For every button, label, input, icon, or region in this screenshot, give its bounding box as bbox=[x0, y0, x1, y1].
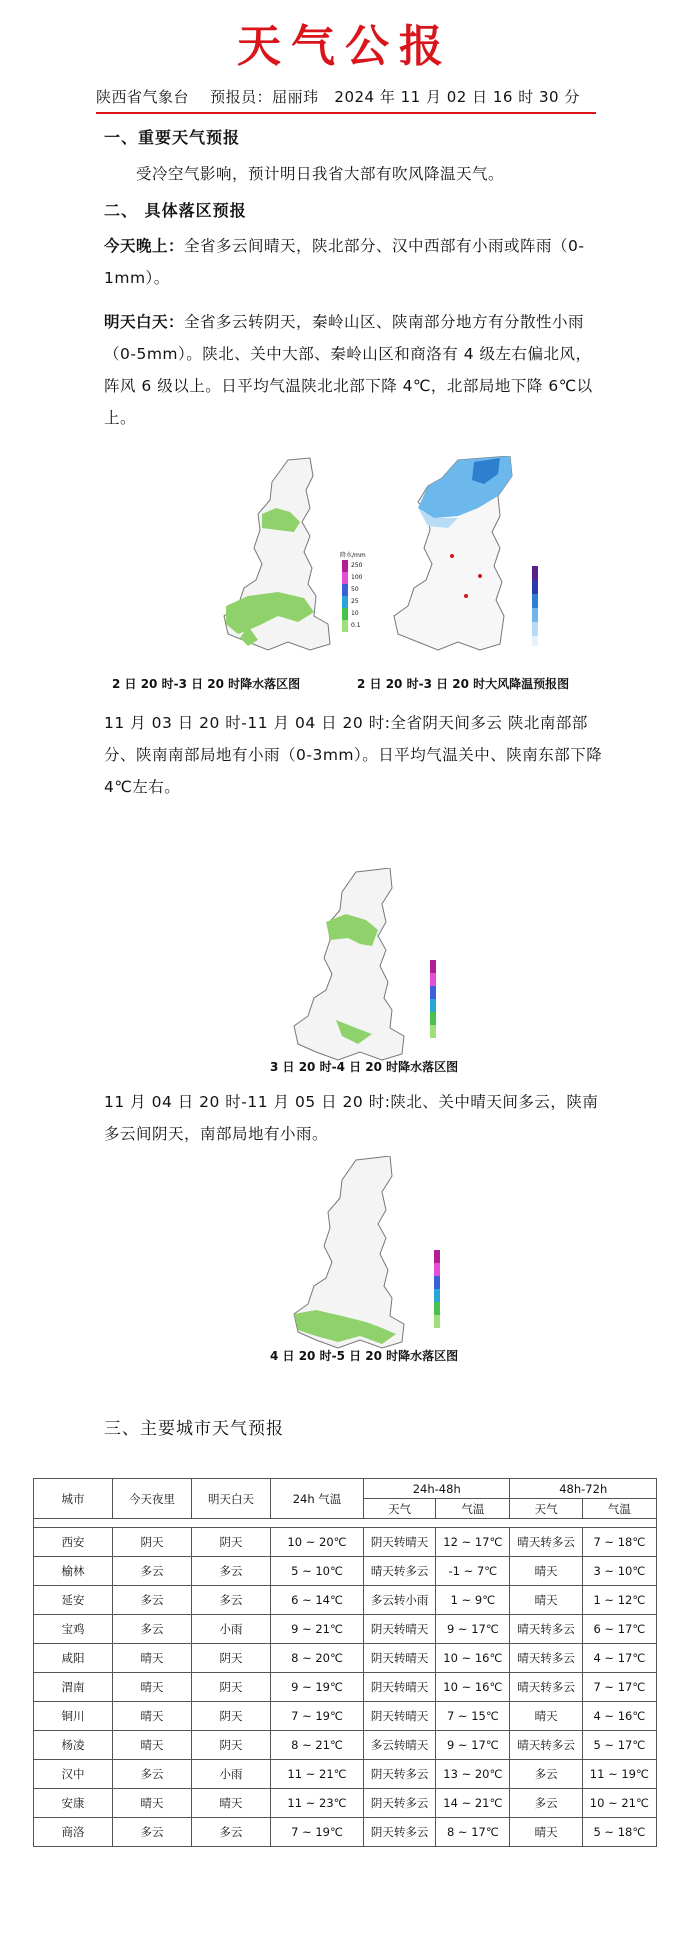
tonight-text: 全省多云间晴天，陕北部分、汉中西部有小雨或阵雨（0-1mm）。 bbox=[104, 237, 585, 287]
table-cell: 7 ~ 19℃ bbox=[271, 1818, 364, 1847]
legend-250: 250 bbox=[351, 562, 363, 569]
table-cell: 阴天转多云 bbox=[364, 1760, 436, 1789]
table-cell: 多云 bbox=[192, 1557, 271, 1586]
table-cell: 阴天转多云 bbox=[364, 1789, 436, 1818]
table-cell: 阴天 bbox=[192, 1702, 271, 1731]
table-cell: 8 ~ 21℃ bbox=[271, 1731, 364, 1760]
table-cell: 多云 bbox=[113, 1615, 192, 1644]
city-name-cell: 西安 bbox=[34, 1528, 113, 1557]
section2-heading: 二、 具体落区预报 bbox=[104, 201, 247, 220]
th-weather-4872: 天气 bbox=[510, 1499, 582, 1519]
table-cell: 晴天 bbox=[113, 1644, 192, 1673]
table-cell: 阴天 bbox=[192, 1528, 271, 1557]
table-cell: 晴天转多云 bbox=[364, 1557, 436, 1586]
legend-50: 50 bbox=[351, 586, 359, 593]
section3-heading: 三、主要城市天气预报 bbox=[104, 1419, 284, 1439]
city-name-cell: 杨凌 bbox=[34, 1731, 113, 1760]
table-cell: 12 ~ 17℃ bbox=[436, 1528, 510, 1557]
map2-caption: 2 日 20 时-3 日 20 时大风降温预报图 bbox=[357, 677, 570, 691]
table-cell: 11 ~ 21℃ bbox=[271, 1760, 364, 1789]
section1-heading: 一、重要天气预报 bbox=[104, 128, 241, 147]
header-org: 陕西省气象台 bbox=[96, 88, 190, 106]
table-cell: 晴天转多云 bbox=[510, 1644, 582, 1673]
header-forecaster: 预报员：屈丽玮 bbox=[210, 88, 319, 106]
table-cell: 阴天 bbox=[192, 1731, 271, 1760]
th-tonight: 今天夜里 bbox=[113, 1479, 192, 1519]
table-cell: 多云 bbox=[113, 1586, 192, 1615]
table-cell: 7 ~ 18℃ bbox=[582, 1528, 656, 1557]
table-cell: 多云 bbox=[113, 1818, 192, 1847]
table-cell: 多云转小雨 bbox=[364, 1586, 436, 1615]
table-cell: 晴天转多云 bbox=[510, 1615, 582, 1644]
table-cell: 小雨 bbox=[192, 1760, 271, 1789]
table-cell: 11 ~ 23℃ bbox=[271, 1789, 364, 1818]
table-cell: 阴天 bbox=[192, 1644, 271, 1673]
table-cell: 11 ~ 19℃ bbox=[582, 1760, 656, 1789]
city-name-cell: 宝鸡 bbox=[34, 1615, 113, 1644]
legend-labels bbox=[351, 560, 362, 632]
table-cell: 晴天 bbox=[113, 1789, 192, 1818]
table-cell: 晴天 bbox=[510, 1586, 582, 1615]
day3-forecast: 11 月 03 日 20 时-11 月 04 日 20 时:全省阴天间多云 陕北南部部分、陕南南部局地有小雨（0-3mm）。日平均气温关中、陕南东部下降 4℃左右。 bbox=[104, 714, 603, 796]
table-cell: 多云 bbox=[510, 1760, 582, 1789]
table-cell: 阴天转多云 bbox=[364, 1818, 436, 1847]
table-cell: 7 ~ 19℃ bbox=[271, 1702, 364, 1731]
table-cell: 10 ~ 16℃ bbox=[436, 1673, 510, 1702]
legend-10: 10 bbox=[351, 610, 359, 617]
tomorrow-text: 全省多云转阴天，秦岭山区、陕南部分地方有分散性小雨（0-5mm）。陕北、关中大部、秦岭山区和商洛有 4 级左右偏北风，阵风 6 级以上。日平均气温陕北北部下降 4℃，北部局地下降 6℃以上。 bbox=[104, 313, 593, 427]
city-forecast-table bbox=[33, 1478, 657, 1847]
table-cell: 1 ~ 12℃ bbox=[582, 1586, 656, 1615]
table-cell: 阴天转晴天 bbox=[364, 1615, 436, 1644]
section1-text: 受冷空气影响，预计明日我省大部有吹风降温天气。 bbox=[136, 165, 505, 183]
th-24-48h: 24h-48h bbox=[364, 1479, 510, 1499]
table-cell: 4 ~ 16℃ bbox=[582, 1702, 656, 1731]
map4-caption: 4 日 20 时-5 日 20 时降水落区图 bbox=[270, 1349, 459, 1363]
table-row bbox=[34, 1615, 657, 1644]
legend-map2 bbox=[530, 566, 544, 646]
day4-forecast: 11 月 04 日 20 时-11 月 05 日 20 时:陕北、关中晴天间多云，陕南多云间阴天，南部局地有小雨。 bbox=[104, 1093, 599, 1143]
table-cell: 多云 bbox=[113, 1557, 192, 1586]
table-cell: 晴天 bbox=[510, 1557, 582, 1586]
tonight-label: 今天晚上： bbox=[104, 237, 185, 255]
legend-25: 25 bbox=[351, 598, 359, 605]
table-cell: 晴天转多云 bbox=[510, 1673, 582, 1702]
table-cell: 6 ~ 17℃ bbox=[582, 1615, 656, 1644]
map-precip-day3 bbox=[286, 1156, 436, 1356]
table-row bbox=[34, 1673, 657, 1702]
table-cell: 10 ~ 21℃ bbox=[582, 1789, 656, 1818]
table-cell: 5 ~ 18℃ bbox=[582, 1818, 656, 1847]
table-cell: 9 ~ 17℃ bbox=[436, 1731, 510, 1760]
legend-100: 100 bbox=[351, 574, 363, 581]
table-cell: 多云 bbox=[113, 1760, 192, 1789]
th-weather-2448: 天气 bbox=[364, 1499, 436, 1519]
legend-map4 bbox=[432, 1250, 442, 1330]
table-cell: -1 ~ 7℃ bbox=[436, 1557, 510, 1586]
table-cell: 小雨 bbox=[192, 1615, 271, 1644]
map-wind-cooling bbox=[388, 456, 538, 666]
legend-map1 bbox=[340, 552, 380, 642]
tomorrow-label: 明天白天： bbox=[104, 313, 185, 331]
legend-01: 0.1 bbox=[351, 622, 361, 629]
table-cell: 7 ~ 17℃ bbox=[582, 1673, 656, 1702]
tonight-forecast bbox=[104, 230, 604, 294]
table-cell: 8 ~ 17℃ bbox=[436, 1818, 510, 1847]
th-48-72h: 48h-72h bbox=[510, 1479, 657, 1499]
table-cell: 3 ~ 10℃ bbox=[582, 1557, 656, 1586]
table-cell: 晴天 bbox=[113, 1673, 192, 1702]
city-name-cell: 安康 bbox=[34, 1789, 113, 1818]
city-name-cell: 汉中 bbox=[34, 1760, 113, 1789]
table-cell: 1 ~ 9℃ bbox=[436, 1586, 510, 1615]
table-row bbox=[34, 1586, 657, 1615]
table-row bbox=[34, 1557, 657, 1586]
tomorrow-forecast bbox=[104, 306, 604, 434]
table-row bbox=[34, 1702, 657, 1731]
th-tomorrow: 明天白天 bbox=[192, 1479, 271, 1519]
legend-map3 bbox=[428, 960, 438, 1040]
table-cell: 多云 bbox=[510, 1789, 582, 1818]
table-cell: 5 ~ 17℃ bbox=[582, 1731, 656, 1760]
city-name-cell: 延安 bbox=[34, 1586, 113, 1615]
table-cell: 14 ~ 21℃ bbox=[436, 1789, 510, 1818]
th-temp-2448: 气温 bbox=[436, 1499, 510, 1519]
table-cell: 4 ~ 17℃ bbox=[582, 1644, 656, 1673]
city-name-cell: 铜川 bbox=[34, 1702, 113, 1731]
table-cell: 13 ~ 20℃ bbox=[436, 1760, 510, 1789]
table-cell: 多云 bbox=[192, 1586, 271, 1615]
city-name-cell: 渭南 bbox=[34, 1673, 113, 1702]
table-cell: 10 ~ 20℃ bbox=[271, 1528, 364, 1557]
table-cell: 晴天 bbox=[510, 1818, 582, 1847]
table-cell: 阴天 bbox=[192, 1673, 271, 1702]
table-cell: 阴天转晴天 bbox=[364, 1673, 436, 1702]
table-row bbox=[34, 1760, 657, 1789]
city-name-cell: 榆林 bbox=[34, 1557, 113, 1586]
table-cell: 多云 bbox=[192, 1818, 271, 1847]
th-city: 城市 bbox=[34, 1479, 113, 1519]
table-cell: 晴天 bbox=[192, 1789, 271, 1818]
map1-caption: 2 日 20 时-3 日 20 时降水落区图 bbox=[112, 677, 301, 691]
table-cell: 8 ~ 20℃ bbox=[271, 1644, 364, 1673]
table-cell: 阴天转晴天 bbox=[364, 1644, 436, 1673]
map3-caption: 3 日 20 时-4 日 20 时降水落区图 bbox=[270, 1060, 459, 1074]
table-row bbox=[34, 1528, 657, 1557]
legend-title: 降水/mm bbox=[340, 552, 366, 559]
table-row bbox=[34, 1731, 657, 1760]
table-cell: 6 ~ 14℃ bbox=[271, 1586, 364, 1615]
table-cell: 晴天 bbox=[113, 1731, 192, 1760]
table-cell: 9 ~ 21℃ bbox=[271, 1615, 364, 1644]
header-datetime: 2024 年 11 月 02 日 16 时 30 分 bbox=[334, 88, 580, 106]
page-title: 天气公报 bbox=[237, 21, 453, 72]
table-cell: 多云转晴天 bbox=[364, 1731, 436, 1760]
table-cell: 阴天 bbox=[113, 1528, 192, 1557]
table-cell: 晴天转多云 bbox=[510, 1528, 582, 1557]
table-cell: 晴天 bbox=[113, 1702, 192, 1731]
table-cell: 晴天转多云 bbox=[510, 1731, 582, 1760]
table-cell: 晴天 bbox=[510, 1702, 582, 1731]
map-precip-day2 bbox=[286, 868, 436, 1068]
table-cell: 7 ~ 15℃ bbox=[436, 1702, 510, 1731]
table-cell: 9 ~ 19℃ bbox=[271, 1673, 364, 1702]
th-temp-4872: 气温 bbox=[582, 1499, 656, 1519]
table-cell: 阴天转晴天 bbox=[364, 1528, 436, 1557]
city-name-cell: 商洛 bbox=[34, 1818, 113, 1847]
table-row bbox=[34, 1789, 657, 1818]
city-name-cell: 咸阳 bbox=[34, 1644, 113, 1673]
table-row bbox=[34, 1818, 657, 1847]
table-row bbox=[34, 1644, 657, 1673]
table-cell: 10 ~ 16℃ bbox=[436, 1644, 510, 1673]
bulletin-header bbox=[96, 86, 596, 114]
table-cell: 阴天转晴天 bbox=[364, 1702, 436, 1731]
table-cell: 5 ~ 10℃ bbox=[271, 1557, 364, 1586]
th-temp24: 24h 气温 bbox=[271, 1479, 364, 1519]
table-cell: 9 ~ 17℃ bbox=[436, 1615, 510, 1644]
